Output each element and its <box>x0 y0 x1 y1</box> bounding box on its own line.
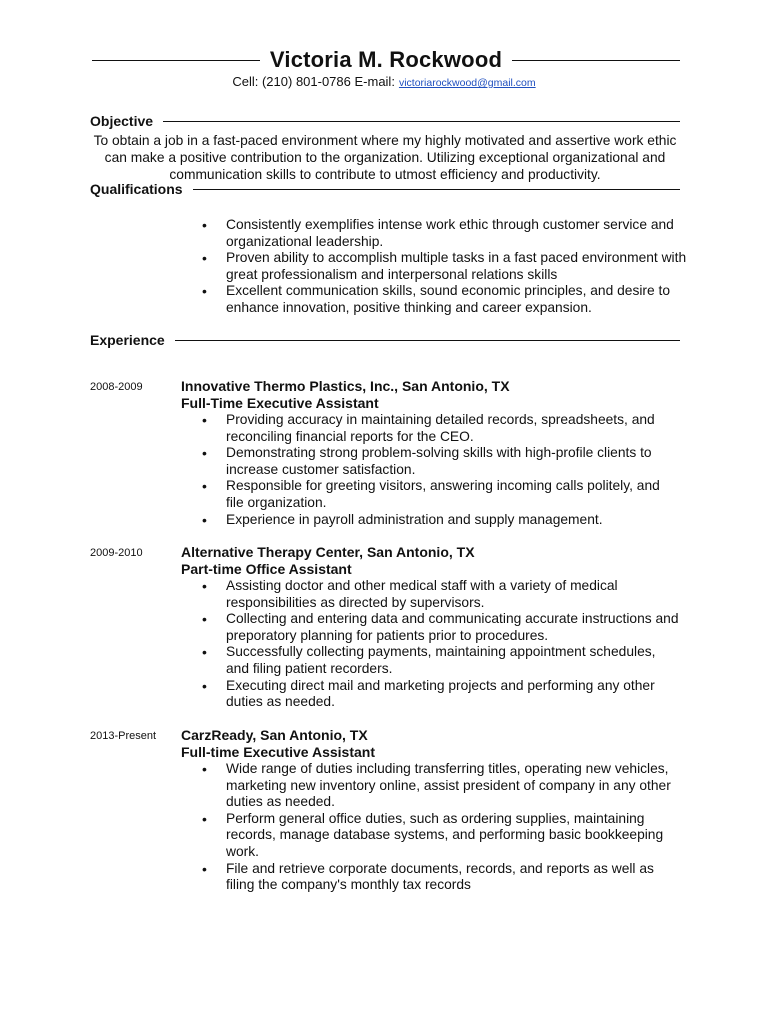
job-company: CarzReady, San Antonio, TX <box>181 727 368 743</box>
objective-heading-row <box>90 113 680 129</box>
list-item: • Collecting and entering data and communicating accurate instructions and preporatory planning for patients prior to procedures. <box>200 611 680 644</box>
email-link[interactable]: victoriarockwood@gmail.com <box>398 77 536 89</box>
job-company: Innovative Thermo Plastics, Inc., San Antonio, TX <box>181 378 510 394</box>
name-rule-left <box>92 60 260 61</box>
experience-heading: Experience <box>90 332 165 348</box>
list-item: • Assisting doctor and other medical staff with a variety of medical responsibilities as directed by supervisors. <box>200 578 680 611</box>
objective-heading: Objective <box>90 113 154 129</box>
job-role: Part-time Office Assistant <box>181 561 352 577</box>
list-item: • Wide range of duties including transferring titles, operating new vehicles, marketing new inventory online, assist president of company in any other duties as needed. <box>200 761 680 811</box>
contact-line <box>0 74 768 89</box>
objective-rule <box>163 121 680 122</box>
list-item: • File and retrieve corporate documents, records, and reports as well as filing the company's monthly tax records <box>200 861 680 894</box>
job-role: Full-Time Executive Assistant <box>181 395 379 411</box>
list-item: • Excellent communication skills, sound economic principles, and desire to enhance innovation, positive thinking and career expansion. <box>200 283 690 316</box>
objective-text: To obtain a job in a fast-paced environment where my highly motivated and assertive work ethic can make a positive contribution to the organization. Utilizing exceptional organizational and communication skills to contribute to utmost efficiency and productivity. <box>93 133 677 182</box>
job-duties-list <box>200 412 680 528</box>
name-header <box>92 44 680 76</box>
job-role: Full-time Executive Assistant <box>181 744 375 760</box>
contact-phone: Cell: (210) 801-0786 E-mail: <box>232 74 395 89</box>
experience-rule <box>175 340 680 341</box>
list-item: • Responsible for greeting visitors, answering incoming calls politely, and file organization. <box>200 478 680 511</box>
experience-heading-row <box>90 332 680 348</box>
name-rule-right <box>512 60 680 61</box>
job-duties-list <box>200 761 680 894</box>
job-years: 2013-Present <box>90 730 157 742</box>
list-item: • Providing accuracy in maintaining detailed records, spreadsheets, and reconciling financial reports for the CEO. <box>200 412 680 445</box>
job-company: Alternative Therapy Center, San Antonio, TX <box>181 544 475 560</box>
list-item: • Experience in payroll administration and supply management. <box>200 512 680 529</box>
qualifications-list <box>200 217 690 317</box>
qualifications-heading: Qualifications <box>90 181 183 197</box>
job-years: 2008-2009 <box>90 381 143 393</box>
list-item: • Proven ability to accomplish multiple tasks in a fast paced environment with great professionalism and interpersonal relations skills <box>200 250 690 283</box>
list-item: • Successfully collecting payments, maintaining appointment schedules, and filing patient recorders. <box>200 644 680 677</box>
qualifications-heading-row <box>90 181 680 197</box>
list-item: • Demonstrating strong problem-solving skills with high-profile clients to increase customer satisfaction. <box>200 445 680 478</box>
list-item: • Executing direct mail and marketing projects and performing any other duties as needed. <box>200 678 680 711</box>
list-item: • Perform general office duties, such as ordering supplies, maintaining records, manage database systems, and performing basic bookkeeping work. <box>200 811 680 861</box>
qualifications-rule <box>193 189 680 190</box>
list-item: • Consistently exemplifies intense work ethic through customer service and organizational leadership. <box>200 217 690 250</box>
candidate-name: Victoria M. Rockwood <box>269 47 503 72</box>
job-years: 2009-2010 <box>90 547 143 559</box>
job-duties-list <box>200 578 680 711</box>
